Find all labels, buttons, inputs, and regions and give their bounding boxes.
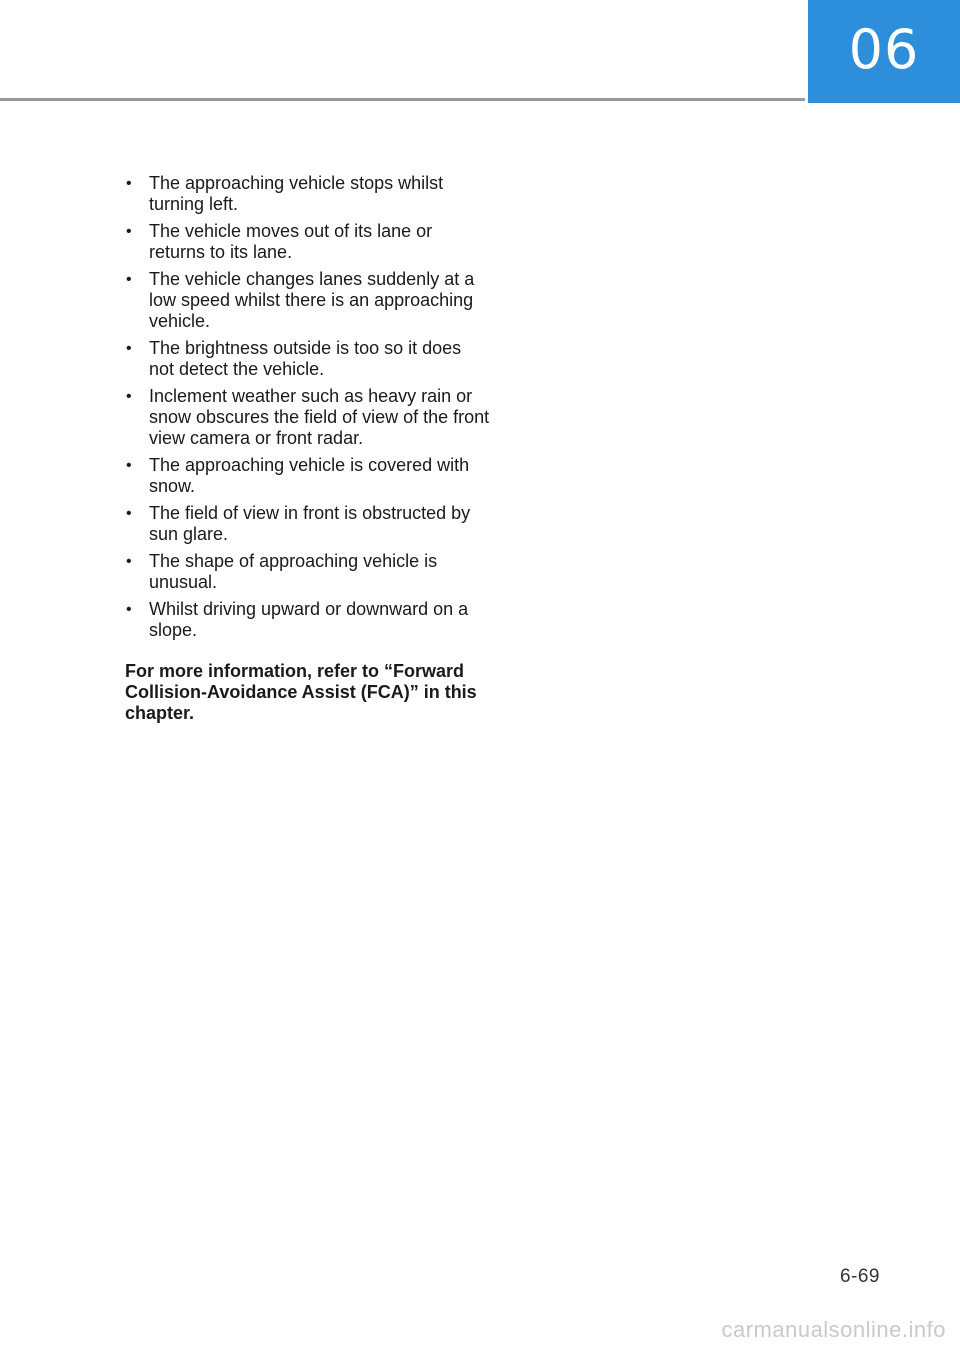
list-item-text: The shape of approaching vehicle is unusual.	[149, 551, 438, 592]
page-content	[125, 173, 490, 742]
list-item-text: The vehicle changes lanes suddenly at a low speed whilst there is an approaching vehicle.	[149, 269, 475, 331]
bullet-icon: •	[126, 271, 132, 288]
bullet-icon: •	[126, 223, 132, 240]
list-item	[125, 599, 490, 641]
bullet-icon: •	[126, 175, 132, 192]
chapter-number: 06	[848, 18, 920, 81]
bullet-icon: •	[126, 505, 132, 522]
bullet-icon: •	[126, 388, 132, 405]
list-item-text: The brightness outside is too so it does not detect the vehicle.	[149, 338, 462, 379]
list-item	[125, 503, 490, 545]
list-item	[125, 455, 490, 497]
list-item-text: Whilst driving upward or downward on a slope.	[149, 599, 469, 640]
header-rule	[0, 98, 805, 101]
list-item-text: The vehicle moves out of its lane or returns to its lane.	[149, 221, 433, 262]
page-number: 6-69	[839, 1266, 880, 1287]
condition-list	[125, 173, 490, 641]
list-item-text: The field of view in front is obstructed by sun glare.	[149, 503, 471, 544]
list-item	[125, 551, 490, 593]
list-item	[125, 386, 490, 449]
list-item	[125, 221, 490, 263]
watermark: carmanualsonline.info	[721, 1317, 946, 1342]
bullet-icon: •	[126, 601, 132, 618]
list-item-text: The approaching vehicle is covered with snow.	[149, 455, 470, 496]
bullet-icon: •	[126, 553, 132, 570]
list-item	[125, 269, 490, 332]
list-item	[125, 338, 490, 380]
bullet-icon: •	[126, 457, 132, 474]
bullet-icon: •	[126, 340, 132, 357]
chapter-tab	[808, 0, 960, 103]
list-item-text: Inclement weather such as heavy rain or snow obscures the field of view of the front view camera or front radar.	[149, 386, 490, 448]
reference-note: For more information, refer to “Forward Collision-Avoidance Assist (FCA)” in this chapter.	[125, 661, 477, 723]
list-item-text: The approaching vehicle stops whilst turning left.	[149, 173, 444, 214]
list-item	[125, 173, 490, 215]
